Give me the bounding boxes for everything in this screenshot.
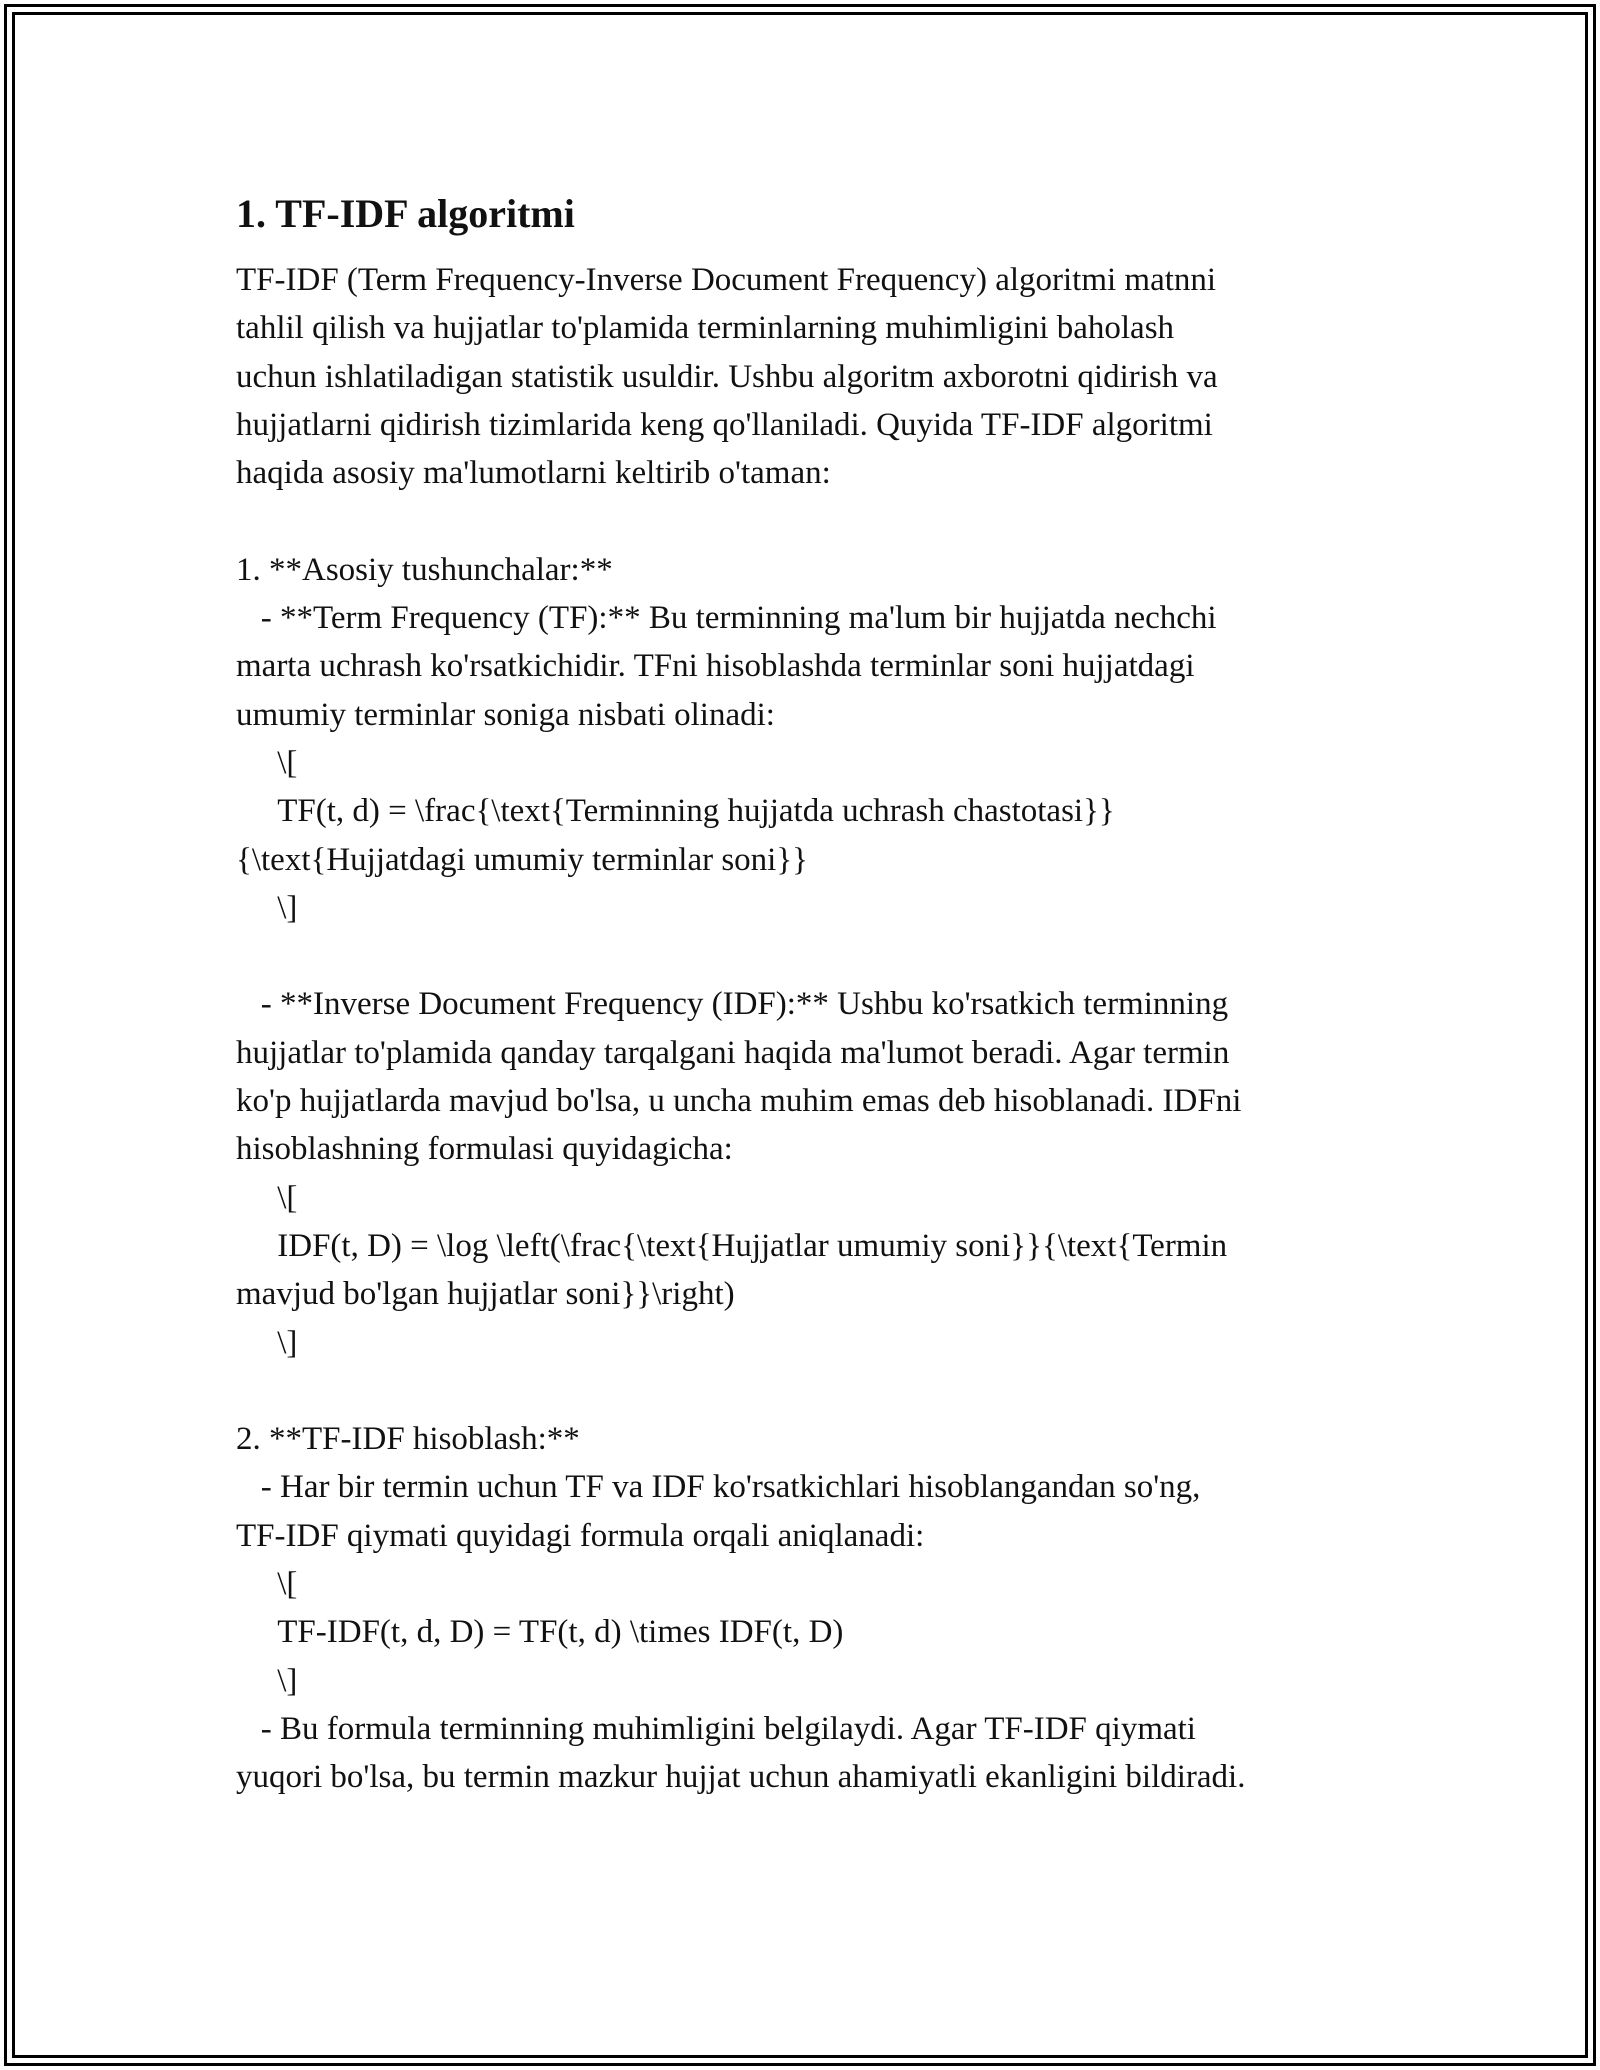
section-heading: 1. TF-IDF algoritmi <box>236 191 575 236</box>
document-body-text: TF-IDF (Term Frequency-Inverse Document Frequency) algoritmi matnni tahlil qilish va hujjatlar to'plamida terminlarning muhimligini baholash uchun ishlatiladigan statistik usuldir. Ushbu algoritm axborotni qidirish va hujjatlarni qidirish tizimlarida keng qo'llaniladi. Quyida TF-IDF algoritmi haqida asosiy ma'lumotlarni keltirib o'taman: 1. **Asosiy tushunchalar:** - **Term Frequency (TF):** Bu terminning ma'lum bir hujjatda nechchi marta uchrash ko'rsatkichidir. TFni hisoblashda terminlar soni hujjatdagi umumiy terminlar soniga nisbati olinadi: \[ TF(t, d) = \frac{\text{Terminning hujjatda uchrash chastotasi}} {\text{Hujjatdagi umumiy terminlar soni}} \] - **Inverse Document Frequency (IDF):** Ushbu ko'rsatkich terminning hujjatlar to'plamida qanday tarqalgani haqida ma'lumot beradi. Agar termin ko'p hujjatlarda mavjud bo'lsa, u uncha muhim emas deb hisoblanadi. IDFni hisoblashning formulasi quyidagicha: \[ IDF(t, D) = \log \left(\frac{\text{Hujjatlar umumiy soni}}{\text{Termin mavjud bo'lgan hujjatlar soni}}\right) \] 2. **TF-IDF hisoblash:** - Har bir termin uchun TF va IDF ko'rsatkichlari hisoblangandan so'ng, TF-IDF qiymati quyidagi formula orqali aniqlanadi: \[ TF-IDF(t, d, D) = TF(t, d) \times IDF(t, D) \] - Bu formula terminning muhimligini belgilaydi. Agar TF-IDF qiymati yuqori bo'lsa, bu termin mazkur hujjat uchun ahamiyatli ekanligini bildiradi. <box>236 262 1246 1796</box>
document-content <box>236 186 1376 1802</box>
